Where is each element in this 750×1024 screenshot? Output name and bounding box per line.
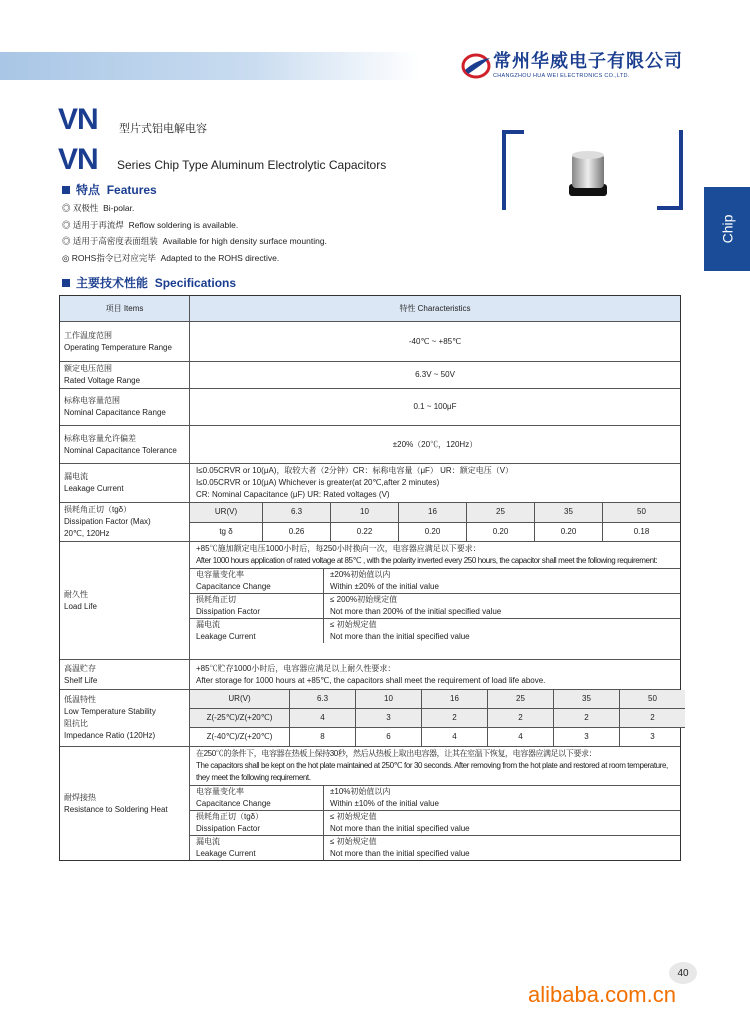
criterion-cn: 漏电流	[196, 620, 220, 629]
grid-cell: Z(-40℃)/Z(+20℃)	[206, 732, 273, 741]
criterion-en: Dissipation Factor	[196, 607, 261, 616]
grid-cell: 50	[602, 503, 680, 522]
low-temp-grid	[190, 690, 685, 746]
item-en: Shelf Life	[64, 675, 98, 685]
grid-cell: 3	[553, 728, 619, 746]
feature-cn: 双极性	[72, 203, 99, 213]
criterion-en: Capacitance Change	[196, 799, 271, 808]
requirement	[324, 836, 680, 860]
series-code: VN	[58, 103, 98, 136]
circle-bullet-icon: ◎	[62, 253, 70, 263]
table-header-row	[60, 296, 680, 321]
grid-cell: 35	[553, 690, 619, 708]
feature-en: Adapted to the ROHS directive.	[160, 253, 280, 263]
criterion-en: Dissipation Factor	[196, 824, 261, 833]
item-cn: 耐久性	[64, 589, 88, 599]
requirement-cn: ≤ 初始规定值	[330, 837, 377, 846]
grid-cell: 4	[421, 728, 487, 746]
watermark: alibaba.com.cn	[528, 982, 676, 1007]
features-heading	[62, 183, 157, 197]
sub-row	[190, 618, 680, 643]
table-row	[60, 425, 680, 463]
grid-cell: 2	[553, 709, 619, 727]
criterion	[190, 594, 324, 618]
requirement	[324, 619, 680, 643]
grid-cell: 2	[487, 709, 553, 727]
criterion-en: Leakage Current	[196, 849, 256, 858]
item-cn: 耐焊接热	[64, 792, 96, 802]
title-cn: 型片式铝电解电容	[119, 123, 207, 135]
grid-cell: 0.20	[398, 523, 466, 542]
item-en: Dissipation Factor (Max)	[64, 517, 151, 526]
load-life-block	[190, 542, 680, 659]
criterion	[190, 786, 324, 810]
intro-cn: +85℃施加额定电压1000小时后，每250小时换向一次，电容器应满足以下要求：	[196, 544, 481, 553]
value: -40℃ ~ +85℃	[408, 336, 462, 346]
sub-row	[190, 810, 680, 835]
requirement-en: Within ±10% of the initial value	[330, 799, 439, 808]
soldering-block	[190, 747, 680, 860]
item-en: Operating Temperature Range	[64, 342, 172, 352]
grid-cell: 16	[421, 690, 487, 708]
square-bullet-icon	[62, 279, 70, 287]
grid-cell: 2	[421, 709, 487, 727]
grid-row	[190, 727, 685, 746]
item-en: Nominal Capacitance Tolerance	[64, 445, 177, 455]
item-cn: 高温贮存	[64, 663, 96, 673]
grid-cell: 6	[355, 728, 421, 746]
feature-en: Reflow soldering is available.	[128, 220, 239, 230]
criterion	[190, 811, 324, 835]
requirement-cn: ±10%初始值以内	[330, 787, 391, 796]
feature-en: Bi-polar.	[103, 203, 135, 213]
grid-cell: 16	[398, 503, 466, 522]
item-en: Resistance to Soldering Heat	[64, 804, 168, 814]
grid-cell: 0.26	[262, 523, 330, 542]
requirement	[324, 811, 680, 835]
criterion-en: Leakage Current	[196, 632, 256, 641]
item-cn: 工作温度范围	[64, 330, 112, 340]
item-cn: 漏电流	[64, 472, 88, 481]
grid-row	[190, 503, 680, 522]
series-code-2: VN	[58, 143, 98, 176]
requirement	[324, 594, 680, 618]
specifications-table	[59, 295, 681, 861]
grid-cell: Z(-25℃)/Z(+20℃)	[206, 713, 273, 722]
feature-en: Available for high density surface mounting.	[162, 236, 327, 246]
table-row	[60, 388, 680, 425]
grid-cell: 0.18	[602, 523, 680, 542]
features-heading-cn: 特点	[76, 183, 101, 197]
item-en: Leakage Current	[64, 484, 124, 493]
criterion-cn: 损耗角正切（tgδ）	[196, 812, 264, 821]
requirement-en: Not more than the initial specified value	[330, 824, 470, 833]
criterion-en: Capacitance Change	[196, 582, 271, 591]
item-cn: 额定电压范围	[64, 364, 112, 373]
sub-row	[190, 835, 680, 860]
sub-row	[190, 593, 680, 618]
specs-heading	[62, 276, 236, 290]
item-en: Low Temperature Stability	[64, 707, 156, 716]
value-line: I≤0.05CRVR or 10(μA)，取较大者（2分钟）CR：标称电容量（μF） UR：额定电压（V）	[196, 466, 514, 475]
item-en: Rated Voltage Range	[64, 376, 141, 385]
grid-cell: 3	[355, 709, 421, 727]
grid-cell: UR(V)	[214, 507, 238, 517]
intro-en: After 1000 hours application of rated voltage at 85℃ , with the polarity inverted every 250 hours, the capacitor shall meet the following requirement:	[196, 556, 658, 565]
value: ±20%（20℃，120Hz）	[392, 439, 478, 449]
item-cn: 低温特性	[64, 695, 96, 704]
item-en: Load Life	[64, 601, 97, 611]
requirement-en: Not more than 200% of the initial specified value	[330, 607, 502, 616]
chip-tab-label: Chip	[718, 214, 735, 244]
grid-cell: 4	[289, 709, 355, 727]
criterion-cn: 损耗角正切	[196, 595, 236, 604]
item-en: Nominal Capacitance Range	[64, 408, 166, 417]
grid-cell: 0.20	[466, 523, 534, 542]
grid-cell: tg δ	[219, 526, 233, 536]
value: 6.3V ~ 50V	[415, 370, 455, 379]
table-row	[60, 746, 680, 860]
criterion-cn: 漏电流	[196, 837, 220, 846]
grid-row	[190, 522, 680, 542]
feature-item	[62, 220, 238, 231]
requirement-en: Not more than the initial specified value	[330, 849, 470, 858]
requirement-cn: ±20%初始值以内	[330, 570, 391, 579]
requirement-en: Within ±20% of the initial value	[330, 582, 439, 591]
grid-cell: 0.20	[534, 523, 602, 542]
feature-cn: 适用于再流焊	[72, 220, 124, 230]
page-number: 40	[669, 962, 697, 984]
value-line: CR: Nominal Capacitance (μF) UR: Rated voltages (V)	[196, 490, 390, 499]
value: 0.1 ~ 100μF	[413, 402, 457, 411]
criterion-cn: 电容量变化率	[196, 787, 244, 796]
grid-cell: 0.22	[330, 523, 398, 542]
company-name-cn: 常州华威电子有限公司	[493, 51, 683, 71]
company-logo-icon	[460, 52, 492, 80]
intro-cn: 在250℃的条件下，电容器在热板上保持30秒，然后从热板上取出电容器，让其在室温下恢复，电容器应满足以下要求：	[196, 749, 597, 758]
value-line: +85℃贮存1000小时后，电容器应满足以上耐久性要求：	[196, 663, 396, 673]
grid-cell: 3	[619, 728, 685, 746]
requirement-cn: ≤ 初始规定值	[330, 812, 377, 821]
criterion	[190, 619, 324, 643]
grid-cell: UR(V)	[228, 694, 251, 703]
table-row	[60, 463, 680, 502]
grid-cell: 6.3	[262, 503, 330, 522]
table-row	[60, 502, 680, 541]
criterion-cn: 电容量变化率	[196, 570, 244, 579]
grid-cell: 25	[466, 503, 534, 522]
grid-cell: 6.3	[289, 690, 355, 708]
frame-corner	[657, 130, 683, 210]
item-cn: 标称电容量范围	[64, 396, 120, 405]
header-band	[0, 52, 420, 80]
dissipation-factor-grid	[190, 503, 680, 541]
table-row	[60, 321, 680, 361]
title-en: Series Chip Type Aluminum Electrolytic Capacitors	[117, 158, 387, 172]
grid-cell: 50	[619, 690, 685, 708]
requirement-en: Not more than the initial specified value	[330, 632, 470, 641]
circle-bullet-icon: ◎	[62, 203, 71, 213]
specs-heading-cn: 主要技术性能	[76, 276, 149, 290]
table-row	[60, 541, 680, 659]
criterion	[190, 569, 324, 593]
item-cn: 阻抗比	[64, 719, 88, 728]
requirement	[324, 786, 680, 810]
load-life-subrows	[190, 568, 680, 643]
table-row	[60, 659, 680, 689]
features-heading-en: Features	[106, 183, 157, 197]
grid-cell: 4	[487, 728, 553, 746]
grid-cell: 10	[355, 690, 421, 708]
intro-en: The capacitors shall be kept on the hot plate maintained at 250℃ for 30 seconds. After removing from the hot plate and restored at room temperature, they meet the following requirement.	[196, 761, 668, 782]
grid-cell: 25	[487, 690, 553, 708]
feature-item	[62, 236, 327, 247]
circle-bullet-icon: ◎	[62, 220, 71, 230]
criterion	[190, 836, 324, 860]
item-en: Impedance Ratio (120Hz)	[64, 731, 156, 740]
grid-cell: 10	[330, 503, 398, 522]
feature-item	[62, 203, 134, 214]
frame-corner	[502, 130, 524, 210]
capacitor-image	[566, 150, 610, 198]
table-row	[60, 361, 680, 388]
feature-item	[62, 253, 279, 264]
square-bullet-icon	[62, 186, 70, 194]
specs-heading-en: Specifications	[154, 276, 237, 290]
sub-row	[190, 568, 680, 593]
grid-cell: 35	[534, 503, 602, 522]
requirement-cn: ≤ 初始规定值	[330, 620, 377, 629]
grid-row	[190, 690, 685, 708]
requirement-cn: ≤ 200%初始规定值	[330, 595, 398, 604]
grid-cell: 2	[619, 709, 685, 727]
col-characteristics: 特性 Characteristics	[399, 303, 471, 313]
col-items: 项目 Items	[60, 296, 190, 321]
sub-row	[190, 785, 680, 810]
grid-cell: 8	[289, 728, 355, 746]
company-name-en: CHANGZHOU HUA WEI ELECTRONICS CO.,LTD.	[493, 73, 630, 79]
chip-category-tab[interactable]	[704, 187, 750, 271]
value-line: I≤0.05CRVR or 10(μA) Whichever is greater(at 20℃,after 2 minutes)	[196, 478, 440, 487]
item-cn: 损耗角正切（tgδ）	[64, 505, 132, 514]
table-row	[60, 689, 680, 746]
value-line: After storage for 1000 hours at +85℃, the capacitors shall meet the requirement of load life above.	[196, 675, 546, 685]
item-en: 20℃, 120Hz	[64, 529, 110, 538]
circle-bullet-icon: ◎	[62, 236, 71, 246]
feature-cn: 适用于高密度表面组装	[72, 236, 158, 246]
requirement	[324, 569, 680, 593]
soldering-subrows	[190, 785, 680, 860]
feature-cn: ROHS指令已对应完毕	[71, 253, 156, 263]
grid-row	[190, 708, 685, 727]
item-cn: 标称电容量允许偏差	[64, 433, 136, 443]
